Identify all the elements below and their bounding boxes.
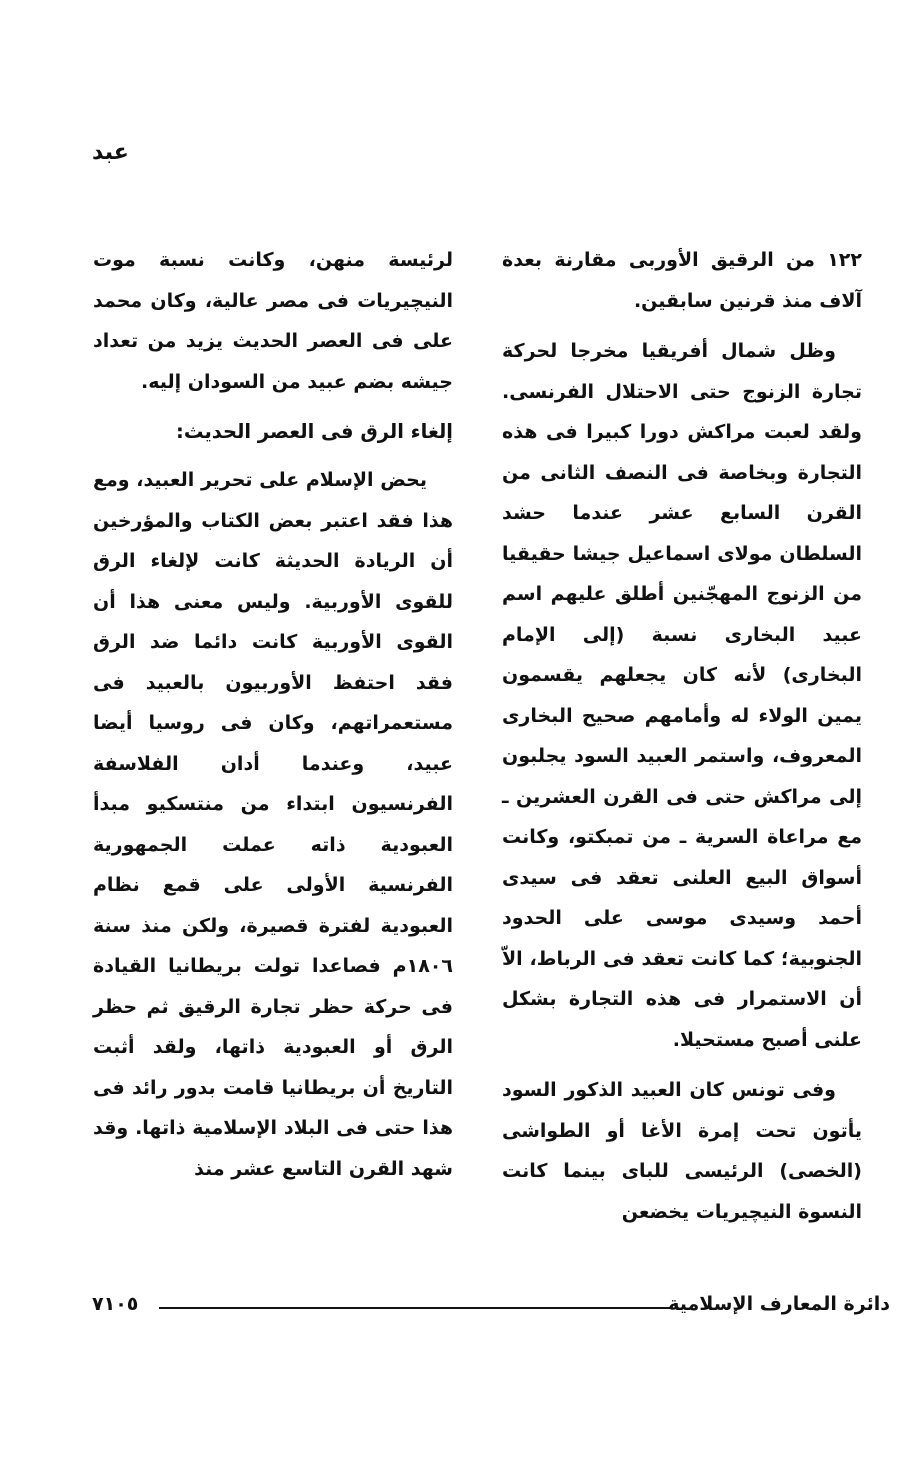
right-column-paragraph-3: وفى تونس كان العبيد الذكور السود يأتون تحت إمرة الأغا أو الطواشى (الخصى) الرئيسى للباى بينما كانت النسوة النيچيريات يخضعن — [502, 1079, 862, 1223]
left-column-paragraph-1: لرئيسة منهن، وكانت نسبة موت النيچيريات فى مصر عالية، وكان محمد على فى العصر الحديث يزيد من تعداد جيشه بضم عبيد من السودان إليه. — [93, 249, 453, 393]
page-number: ٧١٠٥ — [92, 1293, 139, 1315]
left-column — [93, 240, 453, 1199]
right-column-paragraph-1: ١٢٢ من الرقيق الأوربى مقارنة بعدة آلاف منذ قرنين سابقين. — [502, 249, 862, 312]
section-heading: إلغاء الرق فى العصر الحديث: — [176, 420, 453, 443]
left-column-paragraph-2: يحض الإسلام على تحرير العبيد، ومع هذا فقد اعتبر بعض الكتاب والمؤرخين أن الريادة الحديثة كانت لإلغاء الرق للقوى الأوربية. وليس معنى هذا أن القوى الأوربية كانت دائما ضد الرق فقد احتفظ الأوربيون بالعبيد فى مستعمراتهم، وكان فى روسيا أيضا عبيد، وعندما أدان الفلاسفة الفرنسيون ابتداء من منتسكيو مبدأ العبودية ذاته عملت الجمهورية الفرنسية الأولى على قمع نظام العبودية لفترة قصيرة، ولكن منذ سنة ١٨٠٦م فصاعدا تولت بريطانيا القيادة فى حركة حظر تجارة الرقيق ثم حظر الرق أو العبودية ذاتها، ولقد أثبت التاريخ أن بريطانيا قامت بدور رائد فى هذا حتى فى البلاد الإسلامية ذاتها. وقد شهد القرن التاسع عشر منذ — [93, 469, 453, 1180]
page-footer — [92, 1293, 890, 1323]
footer-divider — [159, 1307, 672, 1309]
entry-header: عبد — [92, 140, 129, 165]
right-column-paragraph-2: وظل شمال أفريقيا مخرجا لحركة تجارة الزنوج حتى الاحتلال الفرنسى. ولقد لعبت مراكش دورا كبيرا فى هذه التجارة وبخاصة فى النصف الثانى من القرن السابع عشر عندما حشد السلطان مولاى اسماعيل جيشا حقيقيا من الزنوج المهجّنين أطلق عليهم اسم عبيد البخارى نسبة (إلى الإمام البخارى) لأنه كان يجعلهم يقسمون يمين الولاء له وأمامهم صحيح البخارى المعروف، واستمر العبيد السود يجلبون إلى مراكش حتى فى القرن العشرين ـ مع مراعاة السرية ـ من تمبكتو، وكانت أسواق البيع العلنى تعقد فى سيدى أحمد وسيدى موسى على الحدود الجنوبية؛ كما كانت تعقد فى الرباط، الاّ أن الاستمرار فى هذه التجارة بشكل علنى أصبح مستحيلا. — [502, 340, 862, 1051]
right-column — [502, 240, 862, 1242]
publication-title: دائرة المعارف الإسلامية — [668, 1293, 890, 1315]
